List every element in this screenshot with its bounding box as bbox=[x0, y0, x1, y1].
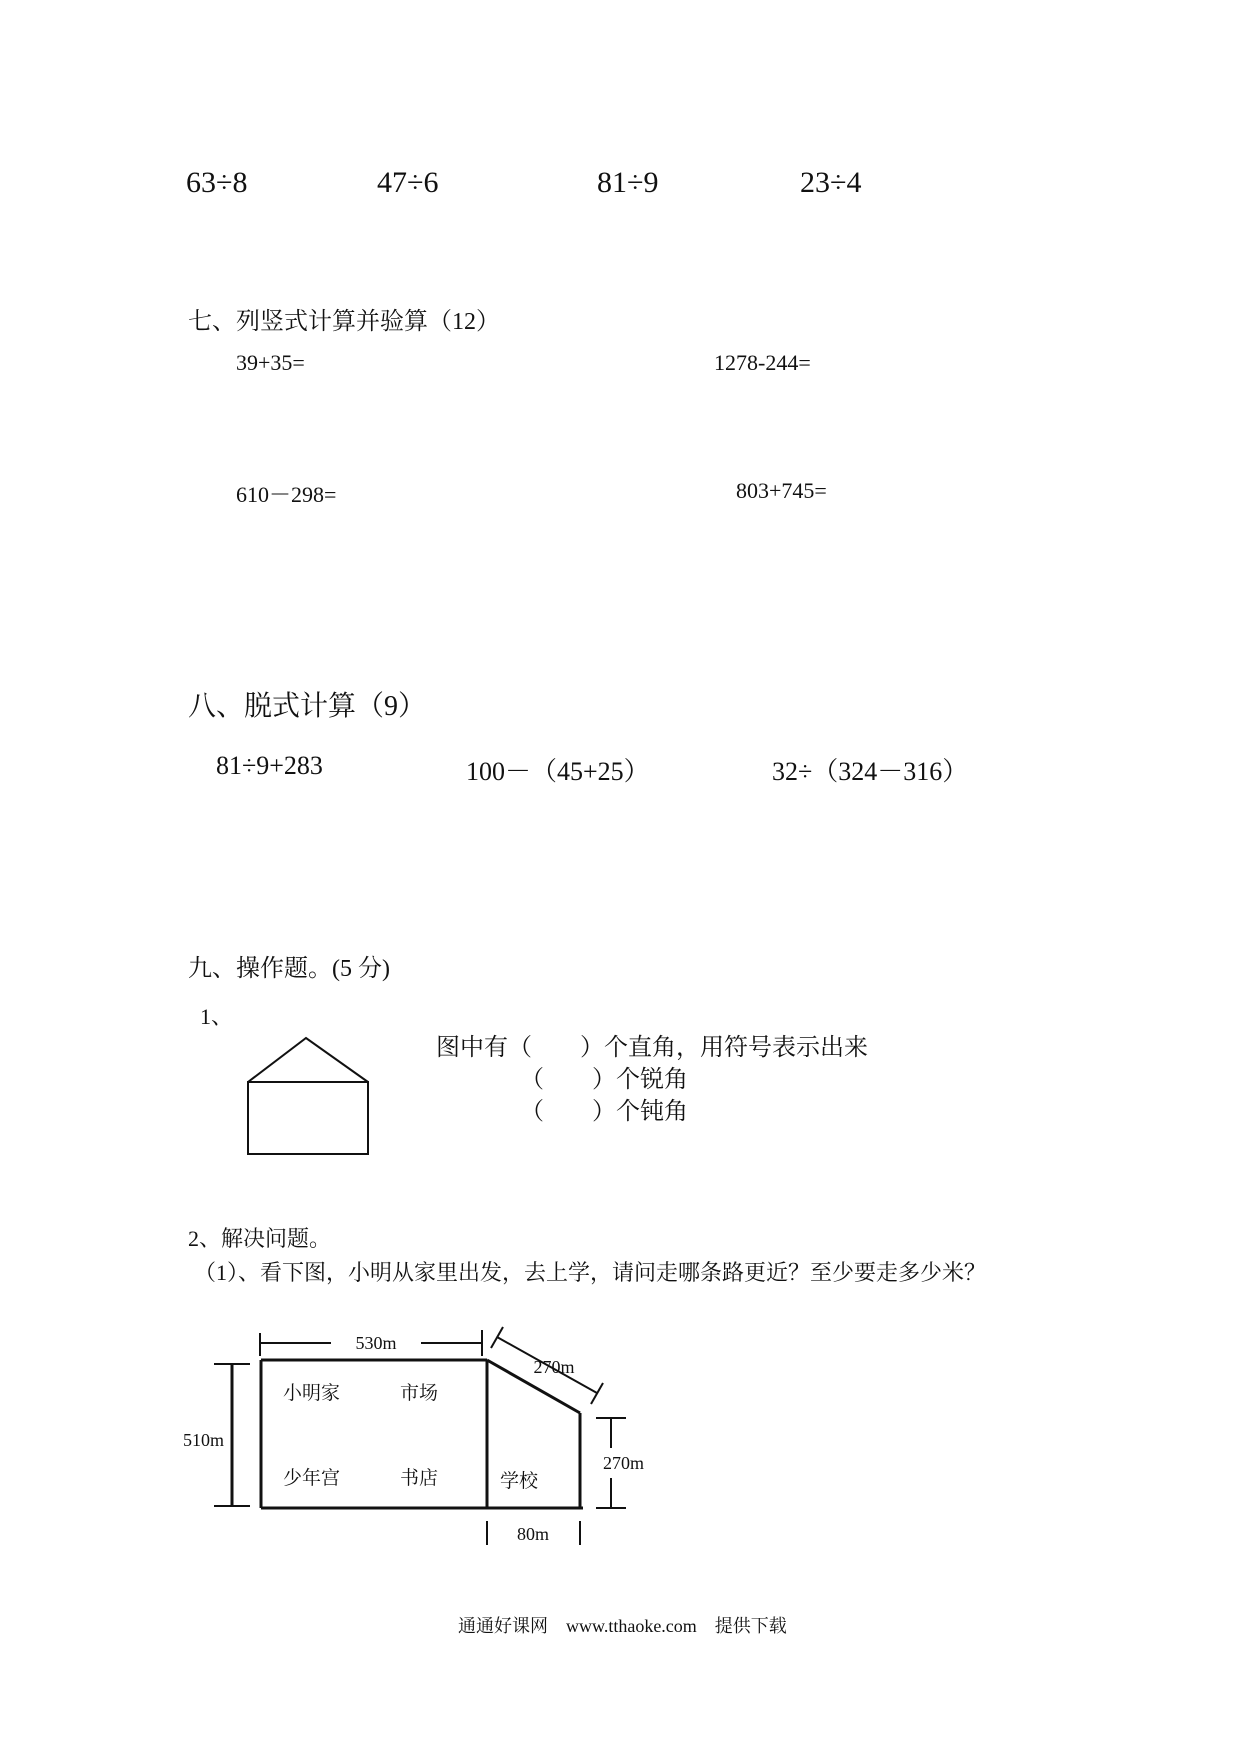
step-calc-problem: 32÷（324－316） bbox=[772, 757, 969, 786]
footer-credit: 通通好课网 www.tthaoke.com 提供下载 bbox=[458, 1616, 787, 1636]
dimension-label: 530m bbox=[355, 1333, 397, 1353]
place-label: 学校 bbox=[500, 1471, 539, 1492]
section-9-title: 九、操作题。(5 分) bbox=[188, 956, 390, 982]
step-calc-problem: 100－（45+25） bbox=[466, 757, 650, 786]
section-8-title: 八、脱式计算（9） bbox=[188, 691, 427, 722]
angle-question-line: 图中有（ ）个直角，用符号表示出来 bbox=[436, 1035, 868, 1061]
question-1-number: 1、 bbox=[200, 1004, 234, 1029]
dimension-label: 270m bbox=[603, 1453, 645, 1473]
division-problem: 23÷4 bbox=[800, 166, 862, 199]
place-label: 书店 bbox=[400, 1468, 439, 1489]
dimension-label: 270m bbox=[533, 1357, 575, 1377]
division-problem: 63÷8 bbox=[186, 166, 248, 199]
place-label: 少年宫 bbox=[283, 1468, 341, 1489]
vertical-calc-problem: 1278-244= bbox=[714, 350, 811, 375]
vertical-calc-problem: 610－298= bbox=[236, 482, 337, 507]
route-map-diagram bbox=[180, 1318, 680, 1558]
vertical-calc-problem: 803+745= bbox=[736, 478, 827, 503]
house-body bbox=[248, 1082, 368, 1154]
question-2-subquestion: （1）、看下图，小明从家里出发，去上学，请问走哪条路更近？至少要走多少米？ bbox=[194, 1260, 987, 1285]
question-2-title: 2、解决问题。 bbox=[188, 1226, 332, 1251]
place-label: 市场 bbox=[400, 1383, 439, 1404]
place-label: 小明家 bbox=[283, 1383, 341, 1404]
division-problem: 47÷6 bbox=[377, 166, 439, 199]
dimension-label: 510m bbox=[183, 1430, 225, 1450]
house-roof bbox=[248, 1038, 368, 1082]
house-shape-figure bbox=[246, 1030, 376, 1160]
section-7-title: 七、列竖式计算并验算（12） bbox=[188, 309, 500, 335]
step-calc-problem: 81÷9+283 bbox=[216, 751, 323, 780]
division-problem: 81÷9 bbox=[597, 166, 659, 199]
angle-question-line: （ ）个锐角 bbox=[520, 1067, 688, 1093]
dimension-label: 80m bbox=[516, 1524, 550, 1544]
angle-question-line: （ ）个钝角 bbox=[520, 1099, 688, 1125]
vertical-calc-problem: 39+35= bbox=[236, 350, 305, 375]
